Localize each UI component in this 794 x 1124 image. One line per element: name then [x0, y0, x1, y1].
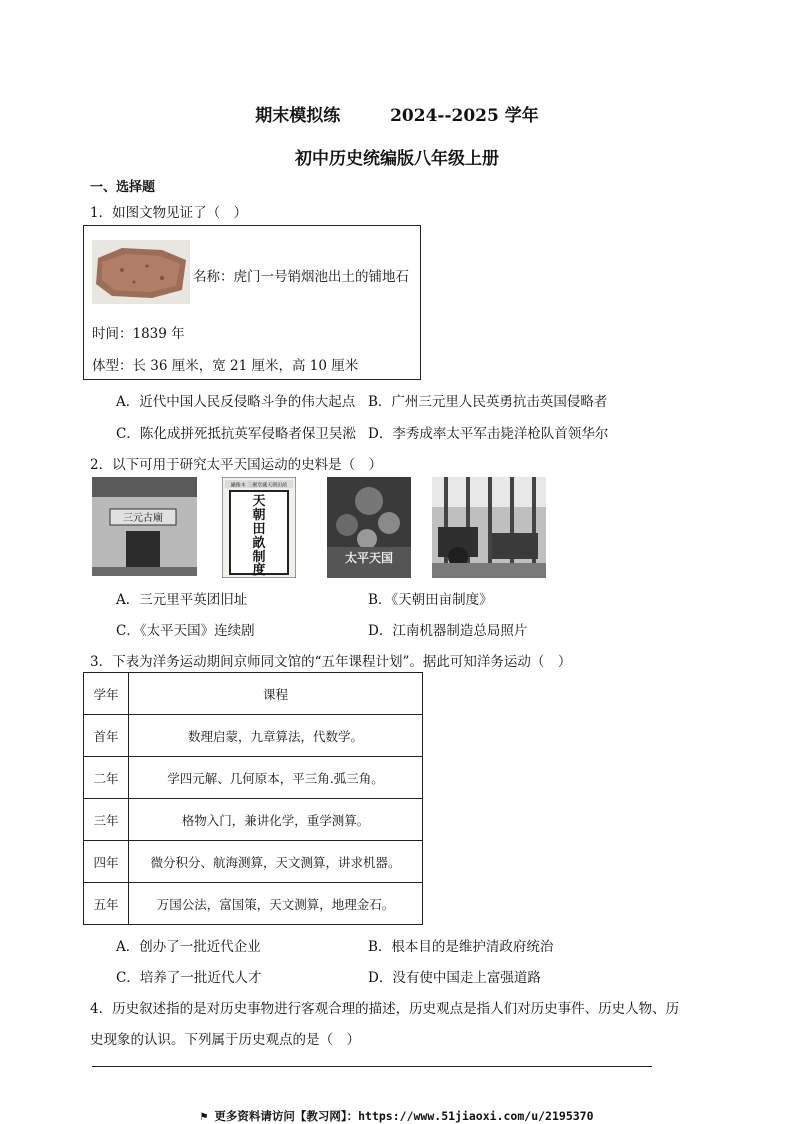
q3-option-b[interactable]: B．根本目的是维护清政府统治	[368, 939, 554, 955]
question-3-stem: 3．下表为洋务运动期间京师同文馆的“五年课程计划”。据此可知洋务运动（ ）	[90, 654, 572, 670]
q1-option-c[interactable]: C．陈化成拼死抵抗英军侵略者保卫吴淞	[116, 426, 356, 442]
book-char-3: 田	[252, 522, 266, 537]
footer-divider	[92, 1066, 652, 1067]
taiping-tv-poster-image	[327, 477, 411, 578]
q2-option-b[interactable]: B．《天朝田亩制度》	[368, 592, 493, 608]
tianchao-tianmu-book-image	[222, 477, 296, 578]
book-char-5: 制	[252, 550, 266, 565]
footer[interactable]	[0, 1108, 794, 1124]
q1-option-d[interactable]: D．李秀成率太平军击毙洋枪队首领华尔	[368, 426, 609, 442]
tv-title-text: 太平天国	[344, 551, 394, 565]
q3-option-c[interactable]: C．培养了一批近代人才	[116, 970, 262, 986]
jiangnan-arsenal-photo	[432, 477, 546, 578]
title-right: 2024--2025 学年	[390, 106, 539, 126]
paving-stone-image	[92, 240, 190, 304]
header-year: 学年	[84, 673, 129, 715]
question-1-stem: 1．如图文物见证了（ ）	[90, 205, 248, 221]
row-year: 首年	[84, 715, 129, 757]
q2-option-d[interactable]: D．江南机器制造总局照片	[368, 623, 528, 639]
row-course: 学四元解、几何原本，平三角.弧三角。	[129, 757, 423, 799]
title-left: 期末模拟练	[255, 106, 341, 126]
section-heading: 一、选择题	[90, 180, 156, 195]
row-course: 微分积分、航海测算，天文测算，讲求机器。	[129, 841, 423, 883]
artifact-size: 体型：长 36 厘米，宽 21 厘米，高 10 厘米	[92, 358, 359, 374]
q2-option-a[interactable]: A．三元里平英团旧址	[116, 592, 248, 608]
table-row	[84, 841, 423, 883]
row-course: 数理启蒙，九章算法，代数学。	[129, 715, 423, 757]
question-4-stem-line1: 4．历史叙述指的是对历史事物进行客观合理的描述，历史观点是指人们对历史事件、历史人物、历	[90, 1001, 680, 1017]
table-row	[84, 757, 423, 799]
row-course: 格物入门，兼讲化学，重学测算。	[129, 799, 423, 841]
q3-option-a[interactable]: A．创办了一批近代企业	[116, 939, 261, 955]
row-year: 三年	[84, 799, 129, 841]
book-char-2: 朝	[252, 508, 266, 523]
book-char-1: 天	[252, 494, 266, 509]
row-year: 二年	[84, 757, 129, 799]
table-row	[84, 799, 423, 841]
row-year: 四年	[84, 841, 129, 883]
q1-option-a[interactable]: A．近代中国人民反侵略斗争的伟大起点	[116, 394, 356, 410]
q2-option-c[interactable]: C．《太平天国》连续剧	[116, 623, 255, 639]
sanyuanli-site-photo	[92, 477, 197, 576]
book-header-text: 繡像本 三聚堂藏天朝田畝	[230, 482, 288, 489]
book-char-4: 畝	[252, 536, 266, 551]
gate-sign-text: 三元古廟	[123, 513, 163, 524]
artifact-time: 时间：1839 年	[92, 326, 185, 342]
book-char-6: 度	[252, 563, 266, 578]
page-subtitle: 初中历史统编版八年级上册	[295, 149, 499, 169]
footer-link[interactable]: 更多资料请访问【教习网】：https://www.51jiaoxi.com/u/2195370	[214, 1109, 594, 1123]
question-4-stem-line2: 史现象的认识。下列属于历史观点的是（ ）	[90, 1032, 360, 1048]
table-header-row	[84, 673, 423, 715]
curriculum-table	[83, 672, 423, 925]
row-year: 五年	[84, 883, 129, 925]
row-course: 万国公法，富国策，天文测算，地理金石。	[129, 883, 423, 925]
q1-option-b[interactable]: B．广州三元里人民英勇抗击英国侵略者	[368, 394, 608, 410]
q3-option-d[interactable]: D．没有使中国走上富强道路	[368, 970, 541, 986]
table-row	[84, 715, 423, 757]
header-course: 课程	[129, 673, 423, 715]
flag-icon: ⚑	[200, 1109, 208, 1123]
question-2-stem: 2．以下可用于研究太平天国运动的史料是（ ）	[90, 457, 383, 473]
table-row	[84, 883, 423, 925]
artifact-name: 名称：虎门一号销烟池出土的铺地石	[193, 269, 409, 285]
page-title	[0, 101, 794, 126]
